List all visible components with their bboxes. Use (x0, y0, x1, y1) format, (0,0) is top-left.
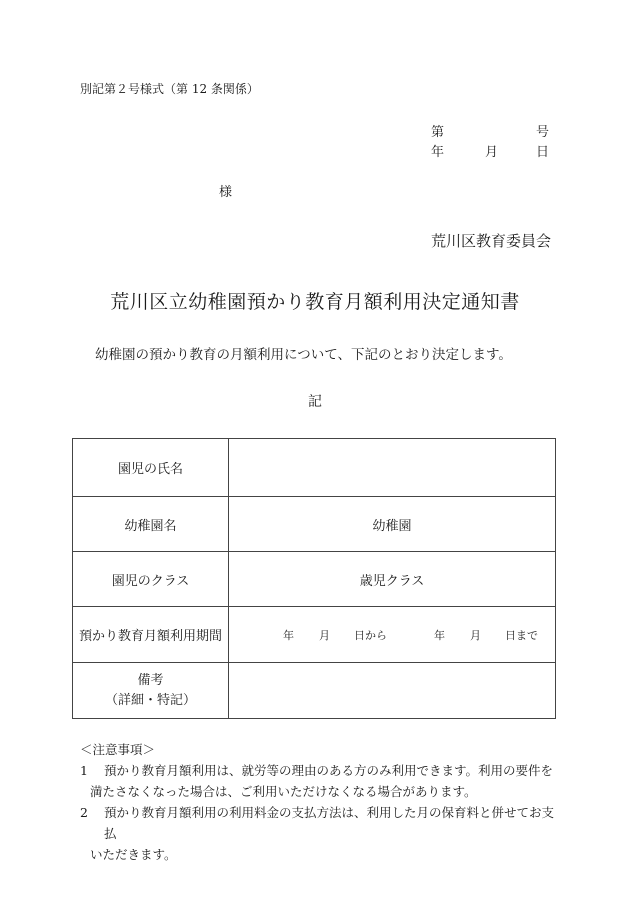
note-item (80, 802, 560, 865)
period-from-day: 日から (354, 628, 387, 642)
document-number-line (431, 121, 549, 139)
notes-heading: ＜注意事項＞ (80, 742, 156, 757)
period-from-month: 月 (319, 628, 330, 642)
issuer-name: 荒川区教育委員会 (430, 232, 551, 250)
note-line2: いただきます。 (90, 847, 177, 862)
value-kindergarten-name: 幼稚園 (229, 497, 556, 552)
table-row (73, 497, 556, 552)
value-child-name (229, 439, 556, 497)
number-prefix: 第 (431, 125, 445, 140)
note-line1: 預かり教育月額利用の利用料金の支払方法は、利用した月の保育料と併せてお支払 (104, 805, 555, 841)
document-date-line (431, 141, 549, 159)
label-remarks (73, 663, 229, 719)
notes-section (80, 739, 560, 865)
date-year: 年 (431, 145, 445, 160)
ki-heading: 記 (308, 394, 322, 410)
table-row (73, 607, 556, 663)
note-number: 1 (80, 763, 88, 778)
value-class: 歳児クラス (229, 552, 556, 607)
note-number: 2 (80, 805, 88, 820)
period-from-year: 年 (283, 628, 294, 642)
value-usage-period (229, 607, 556, 663)
value-remarks (229, 663, 556, 719)
remarks-label-line2: （詳細・特記） (104, 692, 196, 708)
table-row (73, 552, 556, 607)
details-table (72, 438, 556, 719)
date-month: 月 (485, 145, 499, 160)
period-to-day: 日まで (505, 628, 538, 642)
label-class: 園児のクラス (73, 552, 229, 607)
recipient-suffix: 様 (219, 185, 233, 200)
table-row (73, 439, 556, 497)
note-item (80, 760, 560, 802)
body-text: 幼稚園の預かり教育の月額利用について、下記のとおり決定します。 (95, 347, 512, 363)
table-row (73, 663, 556, 719)
form-reference: 別記第２号様式（第 12 条関係） (80, 82, 259, 96)
label-usage-period: 預かり教育月額利用期間 (73, 607, 229, 663)
label-kindergarten-name: 幼稚園名 (73, 497, 229, 552)
date-day: 日 (535, 145, 549, 160)
remarks-label-line1: 備考 (137, 672, 164, 688)
label-child-name: 園児の氏名 (73, 439, 229, 497)
note-line2: 満たさなくなった場合は、ご利用いただけなくなる場合があります。 (90, 784, 477, 799)
period-to-month: 月 (470, 628, 481, 642)
note-line1: 預かり教育月額利用は、就労等の理由のある方のみ利用できます。利用の要件を (104, 763, 554, 778)
number-suffix: 号 (535, 125, 549, 140)
period-to-year: 年 (434, 628, 445, 642)
document-title: 荒川区立幼稚園預かり教育月額利用決定通知書 (110, 291, 520, 313)
